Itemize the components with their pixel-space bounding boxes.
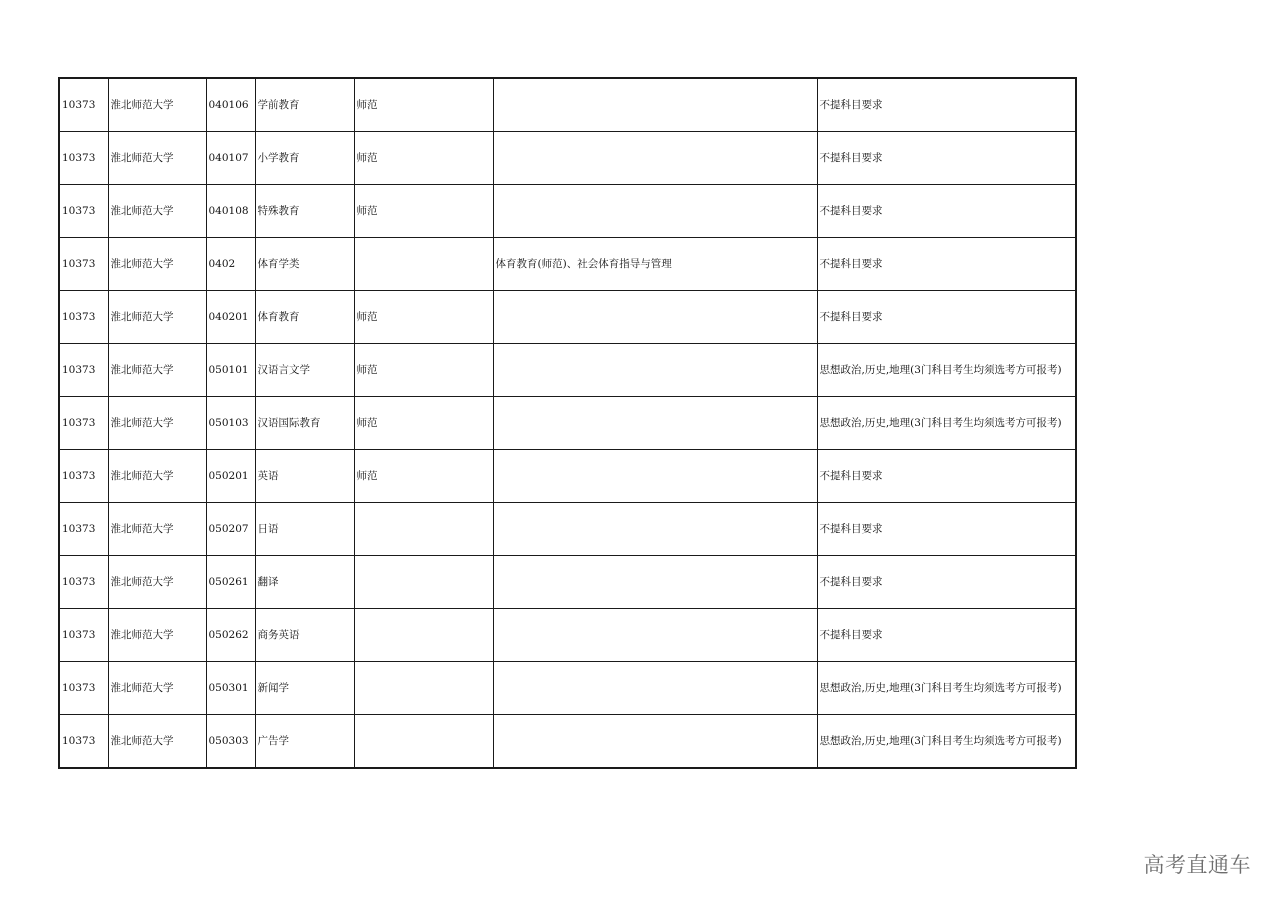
major-code-cell: 050303 — [206, 715, 255, 769]
table-row — [59, 715, 1076, 769]
major-code-cell: 040106 — [206, 78, 255, 132]
major-code-cell: 050103 — [206, 397, 255, 450]
subject-requirements-table — [58, 77, 1077, 769]
major-name-cell: 日语 — [255, 503, 354, 556]
school-code-cell: 10373 — [59, 503, 108, 556]
school-code-cell: 10373 — [59, 291, 108, 344]
major-note-cell: 师范 — [354, 397, 493, 450]
school-name-cell: 淮北师范大学 — [108, 715, 206, 769]
included-majors-cell — [493, 78, 817, 132]
major-name-cell: 英语 — [255, 450, 354, 503]
table-row — [59, 503, 1076, 556]
included-majors-cell — [493, 185, 817, 238]
subject-requirement-cell: 不提科目要求 — [817, 503, 1076, 556]
major-name-cell: 汉语国际教育 — [255, 397, 354, 450]
school-code-cell: 10373 — [59, 556, 108, 609]
included-majors-cell — [493, 344, 817, 397]
included-majors-cell — [493, 291, 817, 344]
school-code-cell: 10373 — [59, 715, 108, 769]
major-note-cell — [354, 503, 493, 556]
table-row — [59, 185, 1076, 238]
subject-requirement-cell: 思想政治,历史,地理(3门科目考生均须选考方可报考) — [817, 715, 1076, 769]
major-note-cell: 师范 — [354, 185, 493, 238]
school-code-cell: 10373 — [59, 397, 108, 450]
major-code-cell: 040108 — [206, 185, 255, 238]
school-name-cell: 淮北师范大学 — [108, 291, 206, 344]
major-note-cell — [354, 662, 493, 715]
included-majors-cell — [493, 609, 817, 662]
subject-requirement-cell: 不提科目要求 — [817, 132, 1076, 185]
major-note-cell: 师范 — [354, 78, 493, 132]
major-note-cell — [354, 556, 493, 609]
included-majors-cell: 体育教育(师范)、社会体育指导与管理 — [493, 238, 817, 291]
included-majors-cell — [493, 556, 817, 609]
included-majors-cell — [493, 397, 817, 450]
school-code-cell: 10373 — [59, 185, 108, 238]
subject-requirement-cell: 不提科目要求 — [817, 291, 1076, 344]
major-code-cell: 050207 — [206, 503, 255, 556]
included-majors-cell — [493, 132, 817, 185]
included-majors-cell — [493, 503, 817, 556]
included-majors-cell — [493, 715, 817, 769]
subject-requirement-cell: 思想政治,历史,地理(3门科目考生均须选考方可报考) — [817, 344, 1076, 397]
major-code-cell: 050101 — [206, 344, 255, 397]
table-row — [59, 238, 1076, 291]
table-row — [59, 609, 1076, 662]
school-name-cell: 淮北师范大学 — [108, 397, 206, 450]
subject-requirement-cell: 不提科目要求 — [817, 185, 1076, 238]
major-name-cell: 汉语言文学 — [255, 344, 354, 397]
table-row — [59, 344, 1076, 397]
major-code-cell: 050261 — [206, 556, 255, 609]
subject-requirement-cell: 不提科目要求 — [817, 556, 1076, 609]
major-note-cell: 师范 — [354, 344, 493, 397]
school-code-cell: 10373 — [59, 238, 108, 291]
subject-requirement-cell: 思想政治,历史,地理(3门科目考生均须选考方可报考) — [817, 397, 1076, 450]
major-name-cell: 翻译 — [255, 556, 354, 609]
major-code-cell: 0402 — [206, 238, 255, 291]
major-code-cell: 040107 — [206, 132, 255, 185]
major-note-cell: 师范 — [354, 450, 493, 503]
major-code-cell: 050301 — [206, 662, 255, 715]
major-name-cell: 体育学类 — [255, 238, 354, 291]
school-name-cell: 淮北师范大学 — [108, 503, 206, 556]
major-name-cell: 特殊教育 — [255, 185, 354, 238]
table-row — [59, 450, 1076, 503]
school-name-cell: 淮北师范大学 — [108, 662, 206, 715]
subject-requirement-cell: 不提科目要求 — [817, 609, 1076, 662]
major-name-cell: 小学教育 — [255, 132, 354, 185]
major-note-cell: 师范 — [354, 291, 493, 344]
school-name-cell: 淮北师范大学 — [108, 78, 206, 132]
major-name-cell: 体育教育 — [255, 291, 354, 344]
included-majors-cell — [493, 450, 817, 503]
major-code-cell: 050201 — [206, 450, 255, 503]
school-name-cell: 淮北师范大学 — [108, 556, 206, 609]
major-name-cell: 商务英语 — [255, 609, 354, 662]
school-name-cell: 淮北师范大学 — [108, 238, 206, 291]
school-code-cell: 10373 — [59, 132, 108, 185]
major-name-cell: 广告学 — [255, 715, 354, 769]
school-name-cell: 淮北师范大学 — [108, 344, 206, 397]
major-note-cell — [354, 238, 493, 291]
major-name-cell: 新闻学 — [255, 662, 354, 715]
table-row — [59, 556, 1076, 609]
subject-requirement-cell: 思想政治,历史,地理(3门科目考生均须选考方可报考) — [817, 662, 1076, 715]
table-row — [59, 132, 1076, 185]
subject-requirement-cell: 不提科目要求 — [817, 238, 1076, 291]
school-code-cell: 10373 — [59, 344, 108, 397]
watermark-text: 高考直通车 — [1143, 853, 1251, 877]
major-name-cell: 学前教育 — [255, 78, 354, 132]
table-body — [59, 78, 1076, 768]
major-note-cell — [354, 609, 493, 662]
major-code-cell: 050262 — [206, 609, 255, 662]
table-row — [59, 662, 1076, 715]
major-code-cell: 040201 — [206, 291, 255, 344]
school-code-cell: 10373 — [59, 609, 108, 662]
table-row — [59, 78, 1076, 132]
school-code-cell: 10373 — [59, 662, 108, 715]
school-code-cell: 10373 — [59, 450, 108, 503]
table-row — [59, 291, 1076, 344]
major-note-cell — [354, 715, 493, 769]
included-majors-cell — [493, 662, 817, 715]
school-name-cell: 淮北师范大学 — [108, 185, 206, 238]
school-name-cell: 淮北师范大学 — [108, 132, 206, 185]
table-row — [59, 397, 1076, 450]
school-code-cell: 10373 — [59, 78, 108, 132]
school-name-cell: 淮北师范大学 — [108, 609, 206, 662]
major-note-cell: 师范 — [354, 132, 493, 185]
subject-requirement-cell: 不提科目要求 — [817, 450, 1076, 503]
school-name-cell: 淮北师范大学 — [108, 450, 206, 503]
subject-requirement-cell: 不提科目要求 — [817, 78, 1076, 132]
